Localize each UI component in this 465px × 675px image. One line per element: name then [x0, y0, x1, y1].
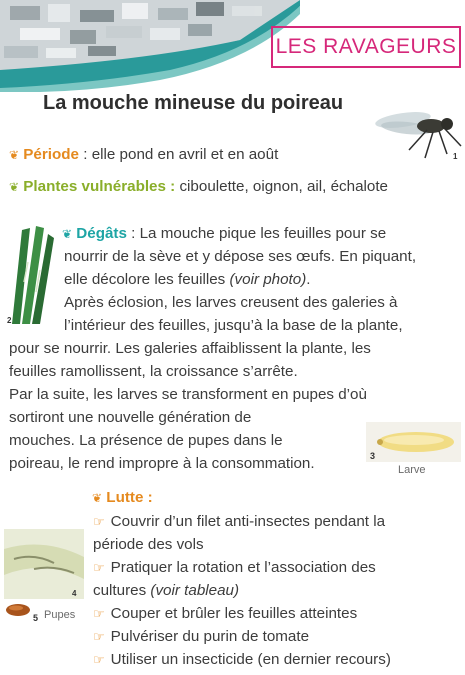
- lutte-text: Couper et brûler les feuilles atteintes: [110, 605, 358, 622]
- degats-line-11: poireau, le rend impropre à la consommation.: [9, 455, 315, 472]
- fleuron-bullet-icon: ❦: [9, 180, 20, 194]
- degats-text: : La mouche pique les feuilles pour se: [126, 225, 387, 242]
- lutte-text: Couvrir d’un filet anti-insectes pendant la: [110, 513, 386, 530]
- fleuron-bullet-icon: ❦: [9, 148, 20, 162]
- pointing-hand-icon: ☞: [93, 560, 105, 575]
- larva-caption: Larve: [398, 464, 426, 476]
- figure-number: 2: [7, 316, 12, 325]
- lutte-item-continued: période des vols: [93, 536, 204, 553]
- lutte-item: [93, 602, 357, 625]
- degats-text: elle décolore les feuilles: [64, 271, 230, 288]
- degats-label: Dégâts: [76, 225, 127, 242]
- degats-line-9: sortiront une nouvelle génération de: [9, 409, 252, 426]
- degats-line-1: [62, 222, 386, 246]
- degats-line-3: [64, 268, 311, 291]
- lutte-text: Utiliser un insecticide (en dernier recours): [110, 651, 391, 668]
- figure-number: 5: [33, 613, 39, 623]
- pupa-caption: Pupes: [44, 609, 76, 621]
- plantes-label: Plantes vulnérables :: [23, 178, 176, 195]
- degats-line-4: Après éclosion, les larves creusent des galeries à: [64, 294, 398, 311]
- pupa-photo: [5, 602, 31, 618]
- degats-line-8: Par la suite, les larves se transforment en pupes d’où: [9, 386, 367, 403]
- degats-line-5: l’intérieur des feuilles, jusqu’à la base de la plante,: [64, 317, 403, 334]
- page-title: La mouche mineuse du poireau: [43, 92, 344, 114]
- figure-number: 3: [370, 451, 376, 461]
- lutte-heading: [92, 486, 153, 510]
- degats-text: .: [306, 271, 311, 288]
- plantes-text: ciboulette, oignon, ail, échalote: [175, 178, 389, 195]
- degats-line-7: feuilles ramollissent, la croissance s’arrête.: [9, 363, 298, 380]
- degats-line-6: pour se nourrir. Les galeries affaiblissent la plante, les: [9, 340, 371, 357]
- periode-separator: :: [79, 146, 92, 163]
- plantes-line: [9, 175, 388, 199]
- table-reference: (voir tableau): [150, 582, 240, 599]
- lutte-item-continued: [93, 579, 239, 602]
- lutte-text: Pratiquer la rotation et l’association des: [110, 559, 376, 576]
- pointing-hand-icon: ☞: [93, 514, 105, 529]
- header-banner-image: [0, 0, 300, 92]
- category-title: LES RAVAGEURS: [271, 26, 461, 68]
- lutte-item: [93, 556, 376, 579]
- fly-photo: [373, 102, 465, 166]
- lutte-item: [93, 625, 309, 648]
- fleuron-bullet-icon: ❦: [62, 227, 73, 241]
- lutte-label: Lutte :: [106, 489, 153, 506]
- lutte-text: Pulvériser du purin de tomate: [110, 628, 310, 645]
- pointing-hand-icon: ☞: [93, 652, 105, 667]
- degats-line-2: nourrir de la sève et y dépose ses œufs. En piquant,: [64, 248, 417, 265]
- periode-label: Période: [23, 146, 80, 163]
- figure-number: 1: [453, 152, 458, 161]
- leek-leaves-photo: [6, 222, 56, 326]
- pointing-hand-icon: ☞: [93, 629, 105, 644]
- pointing-hand-icon: ☞: [93, 606, 105, 621]
- lutte-text: cultures: [93, 582, 151, 599]
- periode-line: [9, 143, 278, 167]
- lutte-item: [93, 510, 385, 533]
- fleuron-bullet-icon: ❦: [92, 491, 103, 505]
- lutte-item: [93, 648, 391, 671]
- degats-line-10: mouches. La présence de pupes dans le: [9, 432, 283, 449]
- periode-text: elle pond en avril et en août: [91, 146, 279, 163]
- figure-number: 4: [72, 589, 77, 598]
- photo-reference: (voir photo): [229, 271, 307, 288]
- larva-photo: [366, 422, 461, 462]
